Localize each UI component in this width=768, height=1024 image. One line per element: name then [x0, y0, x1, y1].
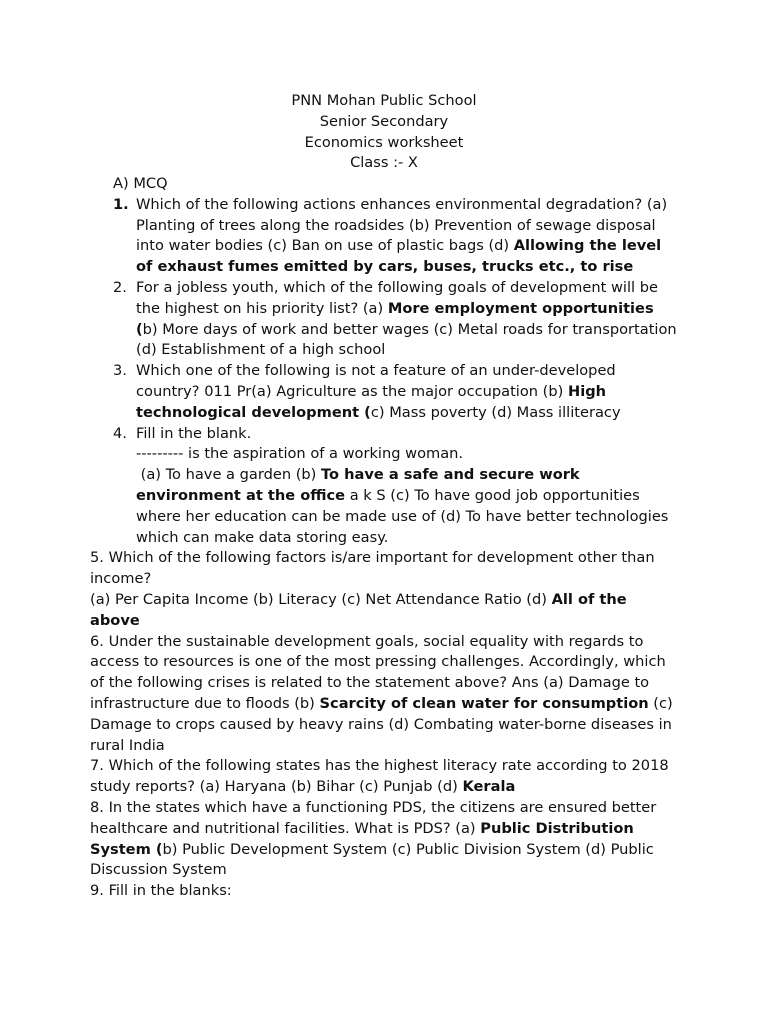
question-text: 8. In the states which have a functioning PDS, the citizens are ensured better healthcare and nutritional facilities. What is PDS? (a): [90, 798, 657, 837]
options-text: c) Mass poverty (d) Mass illiteracy: [370, 403, 621, 421]
question-text: Which of the following actions enhances environmental degradation? (a) Planting of trees along the roadsides (b) Prevention of sewage disposal into water bodies (c) Ban on use of plastic bags (d): [136, 195, 668, 255]
options-text: (a) To have a garden (b): [136, 466, 322, 484]
question-8: [90, 798, 678, 881]
options-block: [90, 590, 678, 632]
worksheet-subject: Economics worksheet: [304, 133, 464, 151]
question-text: 7. Which of the following states has the highest literacy rate according to 2018 study reports? (a) Haryana (b) Bihar (c) Punjab (d): [90, 757, 669, 796]
question-number: 2.: [113, 278, 127, 296]
answer-text: Allowing the level of exhaust fumes emitted by cars, buses, trucks etc., to rise: [136, 237, 662, 276]
school-name: PNN Mohan Public School: [291, 92, 477, 109]
answer-text: All of the above: [90, 590, 627, 629]
question-text: Which one of the following is not a feature of an under-developed country? 011 Pr(a) Agriculture as the major occupation (b): [136, 362, 616, 400]
question-number: 3.: [113, 362, 127, 380]
answer-text: To have a safe and secure work environment at the office: [136, 466, 580, 504]
question-text: Fill in the blank.: [136, 424, 252, 442]
school-level: Senior Secondary: [319, 112, 449, 130]
question-9: 9. Fill in the blanks:: [90, 882, 232, 900]
class-label: Class :- X: [350, 154, 418, 172]
answer-text: High technological development (: [136, 382, 607, 421]
question-text: 6. Under the sustainable development goals, social equality with regards to access to resources is one of the most pressing challenges. Accordingly, which of the following crises is related to the statement above? Ans (a) Damage to infrastructure due to floods (b): [90, 632, 666, 712]
options-block: [136, 465, 678, 548]
question-number: 1.: [113, 195, 129, 213]
answer-text: Kerala: [462, 778, 516, 796]
worksheet-header: [0, 91, 768, 174]
options-text: a k S (c) To have good job opportunities where her education can be made use of (d) To have better technologies which can make data storing easy.: [136, 486, 669, 546]
question-list: [90, 195, 678, 549]
section-label: A) MCQ: [113, 175, 168, 192]
question-text: 5. Which of the following factors is/are important for development other than income?: [90, 549, 655, 588]
question-3: [90, 361, 678, 423]
options-text: (a) Per Capita Income (b) Literacy (c) Net Attendance Ratio (d): [90, 590, 552, 608]
options-text: (c) Damage to crops caused by heavy rains (d) Combating water-borne diseases in rural India: [90, 694, 673, 754]
answer-text: More employment opportunities (: [136, 299, 654, 338]
blank-statement: --------- is the aspiration of a working woman.: [136, 445, 464, 463]
question-text: For a jobless youth, which of the following goals of development will be the highest on his priority list? (a): [136, 278, 658, 317]
answer-text: Scarcity of clean water for consumption: [319, 694, 649, 712]
question-4: [90, 424, 678, 549]
worksheet-content: [90, 174, 678, 902]
answer-text: Public Distribution System (: [90, 819, 634, 858]
question-6: [90, 632, 678, 757]
question-number: 4.: [113, 424, 127, 442]
options-text: b) More days of work and better wages (c) Metal roads for transportation (d) Establishment of a high school: [136, 320, 677, 359]
question-1: [90, 195, 678, 278]
question-7: [90, 756, 678, 798]
options-text: b) Public Development System (c) Public Division System (d) Public Discussion System: [90, 840, 654, 879]
question-2: [90, 278, 678, 361]
question-5: [90, 548, 678, 631]
